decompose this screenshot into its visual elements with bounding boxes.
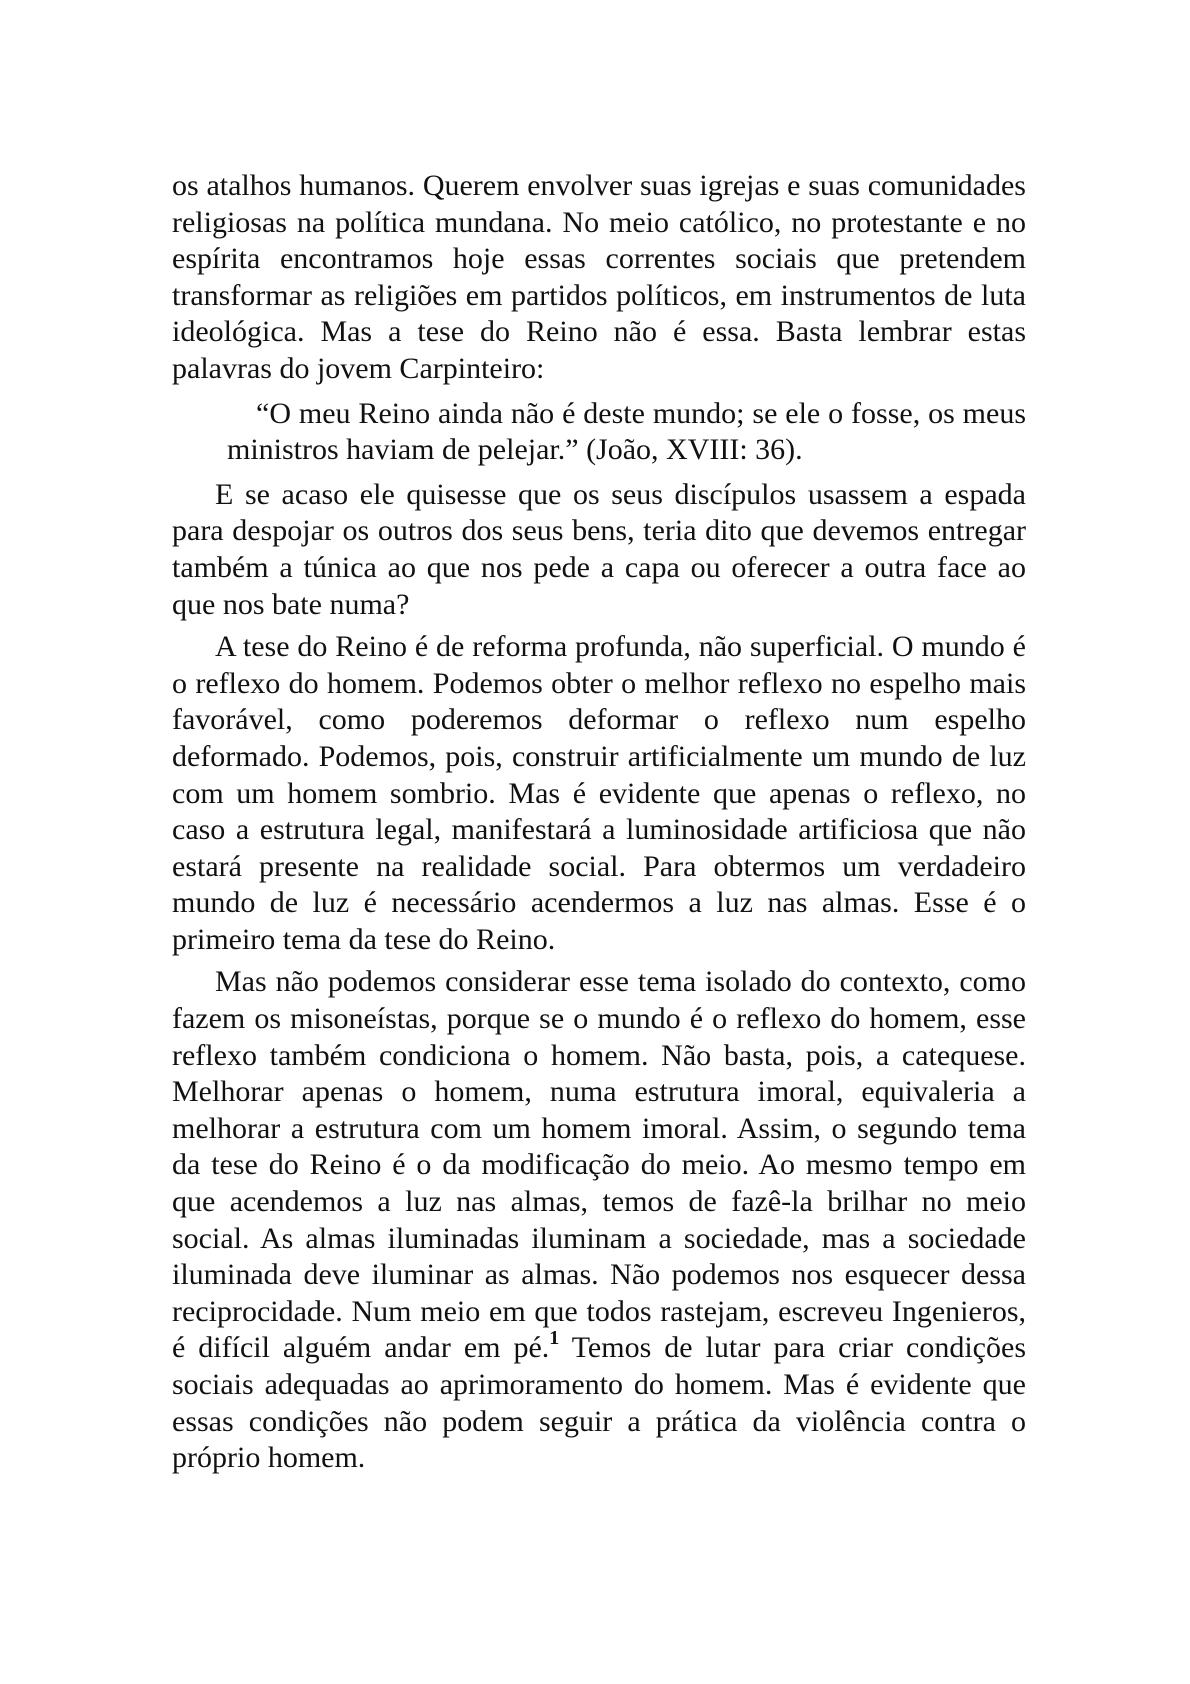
- paragraph-1: os atalhos humanos. Querem envolver suas igrejas e suas comunidades religiosas na política mundana. No meio católico, no protestante e no espírita encontramos hoje essas correntes sociais que pretendem transformar as religiões em partidos políticos, em instrumentos de luta ideológica. Mas a tese do Reino não é essa. Basta lembrar estas palavras do jovem Carpinteiro:: [172, 169, 1026, 385]
- page-body: [172, 168, 1026, 1483]
- footnote-marker[interactable]: 1: [549, 1327, 560, 1350]
- bible-quote: “O meu Reino ainda não é deste mundo; se ele o fosse, os meus ministros haviam de pelejar.” (João, XVIII: 36).: [227, 396, 1026, 467]
- paragraph-4-text-before: Mas não podemos considerar esse tema isolado do contexto, como fazem os misoneístas, porque se o mundo é o reflexo do homem, esse reflexo também condiciona o homem. Não basta, pois, a catequese. Melhorar apenas o homem, numa estrutura imoral, equivaleria a melhorar a estrutura com um homem imoral. Assim, o segundo tema da tese do Reino é o da modificação do meio. Ao mesmo tempo em que acendemos a luz nas almas, temos de fazê-la brilhar no meio social. As almas iluminadas iluminam a sociedade, mas a sociedade iluminada deve iluminar as almas. Não podemos nos esquecer dessa reciprocidade. Num meio em que todos rastejam, escreveu Ingenieros, é difícil alguém andar em pé.: [172, 965, 1026, 1365]
- paragraph-4: [172, 964, 1026, 1476]
- paragraph-2: E se acaso ele quisesse que os seus discípulos usassem a espada para despojar os outros dos seus bens, teria dito que devemos entregar também a túnica ao que nos pede a capa ou oferecer a outra face ao que nos bate numa?: [172, 477, 1026, 621]
- paragraph-3: A tese do Reino é de reforma profunda, não superficial. O mundo é o reflexo do homem. Podemos obter o melhor reflexo no espelho mais favorável, como poderemos deformar o reflexo num espelho deformado. Podemos, pois, construir artificialmente um mundo de luz com um homem sombrio. Mas é evidente que apenas o reflexo, no caso a estrutura legal, manifestará a luminosidade artificiosa que não estará presente na realidade social. Para obtermos um verdadeiro mundo de luz é necessário acendermos a luz nas almas. Esse é o primeiro tema da tese do Reino.: [172, 630, 1026, 956]
- paragraph-4-text-after: Temos de lutar para criar condições sociais adequadas ao aprimoramento do homem. Mas é evidente que essas condições não podem seguir a prática da violência contra o próprio homem.: [172, 1331, 1026, 1475]
